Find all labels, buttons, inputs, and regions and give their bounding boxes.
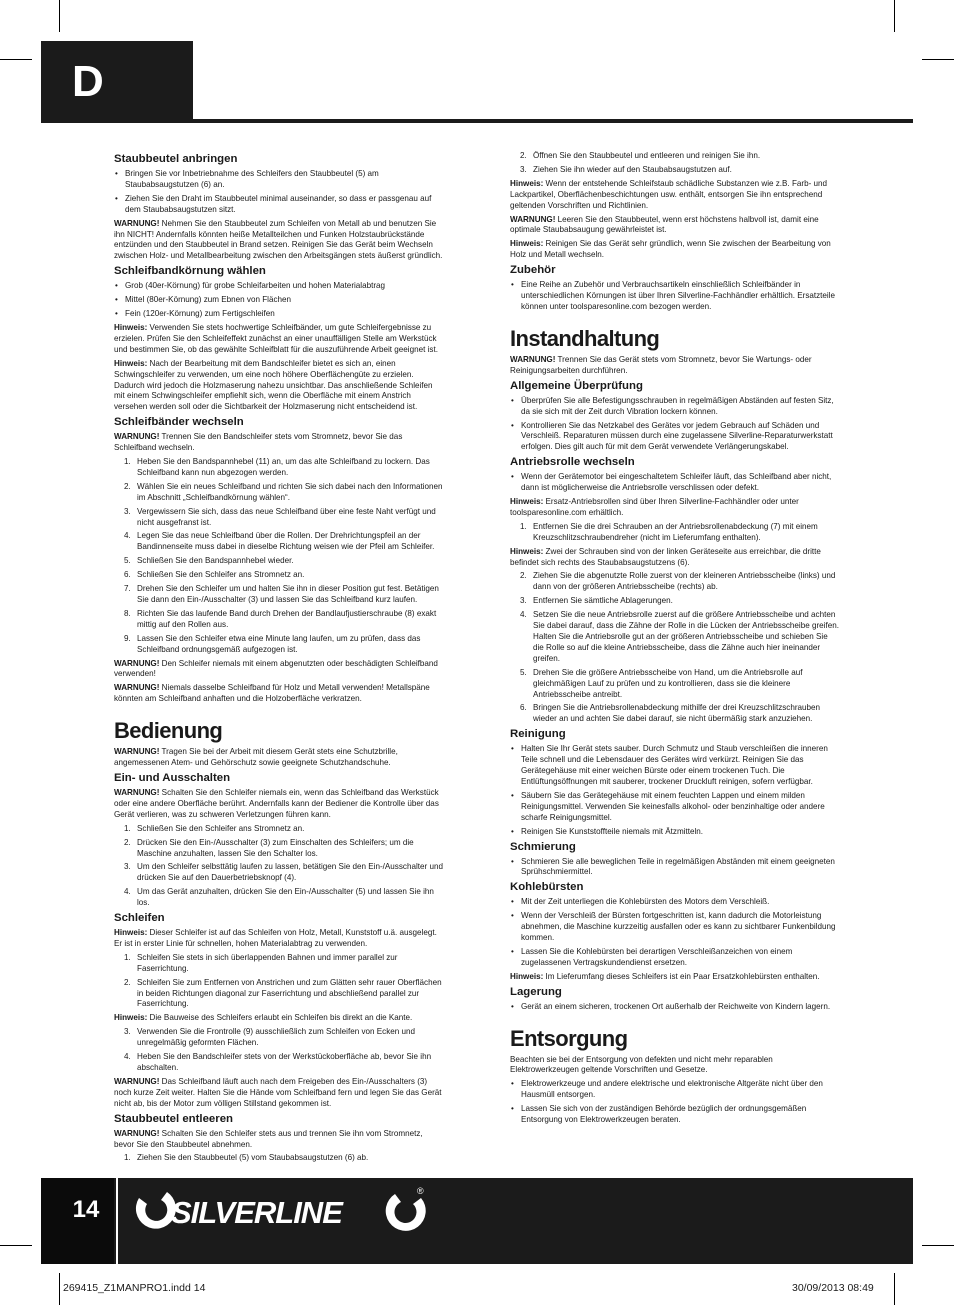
note-label: Hinweis: bbox=[510, 546, 544, 556]
numbered-list bbox=[510, 571, 840, 725]
note-label: Hinweis: bbox=[510, 497, 544, 507]
bullet-list bbox=[510, 897, 840, 968]
list-item: 1. Entfernen Sie die drei Schrauben an der Antriebsrollenabdeckung (7) mit einem Kreuzschlitzschraubendreher (nicht im Lieferumfang enthalten). bbox=[520, 521, 818, 542]
list-item: 4. Um das Gerät anzuhalten, drücken Sie den Ein-/Ausschalter (5) und lassen Sie ihn los. bbox=[124, 887, 434, 908]
list-item: 2. Schleifen Sie zum Entfernen von Anstrichen und zum Glätten sehr rauer Oberflächen in beiden Richtungen diagonal zur Faserrichtung und abschließend parallel zur Faserrichtung. bbox=[124, 977, 442, 1009]
section-title: Kohlebürsten bbox=[510, 881, 584, 894]
section-title: Schleifbänder wechseln bbox=[114, 416, 244, 429]
logo-left-hook bbox=[136, 1192, 176, 1229]
note-label: Hinweis: bbox=[114, 322, 148, 332]
section-title: Schleifen bbox=[114, 912, 165, 925]
warning-label: WARNUNG! bbox=[114, 1076, 160, 1086]
section-title: Allgemeine Überprüfung bbox=[510, 379, 643, 392]
note-label: Hinweis: bbox=[510, 971, 544, 981]
bullet-list bbox=[510, 744, 840, 837]
list-item: 1. Schließen Sie den Schleifer ans Stromnetz an. bbox=[124, 823, 305, 833]
note-paragraph: Hinweis: Nach der Bearbeitung mit dem Bandschleifer bietet es sich an, einen Schwingschleifer zu verwenden, um eine noch höhere Oberflächengüte zu erzielen. Dadurch wird jedoch die Holzmaserung nahezu unsichtbar. Das anschließende Schleifen mit einem Schwingschleifer empfiehlt sich, wenn die Oberfläche mit einem Anstrich versehen werden soll oder die Sichtbarkeit der Holzmaserung nicht entscheidend ist. bbox=[114, 358, 433, 412]
numbered-list bbox=[114, 1153, 444, 1164]
warning-paragraph: WARNUNG! Niemals dasselbe Schleifband für Holz und Metall verwenden! Metallspäne könnten am Schleifband anhaften und die Holzoberfläche verkratzen. bbox=[114, 683, 430, 704]
list-item: 6. Bringen Sie die Antriebsrollenabdeckung mithilfe der drei Kreuzschlitzschrauben wieder an und achten Sie dabei darauf, sie nicht übermäßig stark anzuziehen. bbox=[520, 703, 821, 724]
bullet-list bbox=[510, 1002, 840, 1013]
note-paragraph: Hinweis: Im Lieferumfang dieses Schleifers ist ein Paar Ersatzkohlebürsten enthalten. bbox=[510, 971, 820, 981]
header-rule bbox=[193, 119, 913, 123]
list-item: • Schmieren Sie alle beweglichen Teile in regelmäßigen Abständen mit einem geeigneten Sprühschmiermittel. bbox=[510, 857, 840, 879]
crop-mark bbox=[0, 59, 32, 60]
list-item: • Überprüfen Sie alle Befestigungsschrauben in regelmäßigen Abständen auf festen Sitz, da sie sich mit der Zeit durch Vibration lockern können. bbox=[510, 396, 840, 418]
section-title: Staubbeutel entleeren bbox=[114, 1112, 233, 1125]
footer-divider bbox=[116, 1178, 118, 1264]
warning-paragraph: WARNUNG! Trennen Sie das Gerät stets vom Stromnetz, bevor Sie Wartungs- oder Reinigungsarbeiten durchführen. bbox=[510, 354, 812, 375]
list-item: • Wenn der Gerätemotor bei eingeschaltetem Schleifer läuft, das Schleifband aber nicht, dann ist möglicherweise die Antriebsrolle verschlissen oder defekt. bbox=[510, 472, 840, 494]
bullet-list bbox=[510, 857, 840, 879]
warning-paragraph: WARNUNG! Den Schleifer niemals mit einem abgenutzten oder beschädigten Schleifband verwenden! bbox=[114, 658, 438, 679]
logo-right-hook bbox=[386, 1194, 426, 1231]
list-item: • Bringen Sie vor Inbetriebnahme des Schleifers den Staubbeutel (5) am Staubabsaugstutzen (6) an. bbox=[114, 169, 444, 191]
numbered-list bbox=[510, 522, 840, 544]
list-item: 4. Setzen Sie die neue Antriebsrolle zuerst auf die größere Antriebsscheibe und achten Sie dabei darauf, dass die Zähne der Rolle in die Lücken der Antriebsscheibe greifen. Halten Sie die Antriebsrolle gut an der größeren Antriebsscheibe und schieben Sie die Rolle so auf die kleine Antriebsscheibe, dass die Zähne auch hier ineinander greifen. bbox=[520, 610, 839, 663]
warning-paragraph: WARNUNG! Das Schleifband läuft auch nach dem Freigeben des Ein-/Ausschalters (3) noch kurze Zeit weiter. Halten Sie die Hände vom Schleifband fern und legen Sie das Gerät nicht ab, bis der Motor zum völligen Stillstand gekommen ist. bbox=[114, 1076, 442, 1108]
list-item: 3. Entfernen Sie sämtliche Ablagerungen. bbox=[520, 596, 673, 606]
warning-label: WARNUNG! bbox=[114, 683, 160, 693]
list-item: • Fein (120er-Körnung) zum Fertigschleifen bbox=[114, 309, 444, 320]
bullet-list bbox=[510, 472, 840, 494]
warning-paragraph: WARNUNG! Schalten Sie den Schleifer niemals ein, wenn das Schleifband das Werkstück oder eine andere Oberfläche berührt. Andernfalls kann der Bediener die Kontrolle über das Gerät verlieren, was zu schweren Verletzungen führen kann. bbox=[114, 787, 439, 819]
silverline-logo-graphic bbox=[133, 1184, 433, 1240]
crop-mark bbox=[59, 0, 60, 32]
section-title: Reinigung bbox=[510, 728, 566, 741]
list-item: • Reinigen Sie Kunststoffteile niemals mit Ätzmitteln. bbox=[510, 827, 840, 838]
page-number: 14 bbox=[72, 1196, 100, 1223]
warning-label: WARNUNG! bbox=[114, 218, 160, 228]
list-item: • Halten Sie Ihr Gerät stets sauber. Durch Schmutz und Staub verschleißen die inneren Teile schnell und die Lebensdauer des Gerätes wird verkürzt. Reinigen Sie das Gerätegehäuse mit einer weichen Bürste oder einem trockenen Tuch. Die Entlüftungsöffnungen mit sauberer, trockener Druckluft reinigen, sofern verfügbar. bbox=[510, 744, 840, 788]
section-title: Ein- und Ausschalten bbox=[114, 771, 231, 784]
numbered-list bbox=[114, 824, 444, 909]
list-item: • Wenn der Verschleiß der Bürsten fortgeschritten ist, kann dadurch die Motorleistung abnehmen, die Maschine kurzzeitig ausfallen oder es kann zu sichtbarer Funkenbildung kommen. bbox=[510, 911, 840, 944]
crop-mark bbox=[894, 1273, 895, 1305]
numbered-list bbox=[510, 151, 840, 176]
crop-mark bbox=[922, 59, 954, 60]
warning-label: WARNUNG! bbox=[114, 787, 160, 797]
note-paragraph: Hinweis: Ersatz-Antriebsrollen sind über Ihren Silverline-Fachhändler oder unter toolsparesonline.com erhältlich. bbox=[510, 497, 799, 517]
list-item: • Säubern Sie das Gerätegehäuse mit einem feuchten Lappen und einem milden Reinigungsmittel. Verwenden Sie keinesfalls alkohol- oder benzinhaltige oder andere scharfe Reinigungsmittel. bbox=[510, 791, 840, 824]
language-letter: D bbox=[72, 57, 104, 106]
warning-paragraph: WARNUNG! Leeren Sie den Staubbeutel, wenn erst höchstens halbvoll ist, damit eine optimale Staubabsaugung gewährleistet ist. bbox=[510, 214, 819, 235]
note-paragraph: Hinweis: Die Bauweise des Schleifers erlaubt ein Schleifen bis direkt an die Kante. bbox=[114, 1013, 413, 1023]
note-label: Hinweis: bbox=[114, 1013, 148, 1023]
list-item: • Kontrollieren Sie das Netzkabel des Gerätes vor jedem Gebrauch auf Schäden und Verschleiß. Reparaturen müssen durch eine zugelassene Silverline-Reparaturwerkstatt erfolgen. Dies gilt auch für mit dem Gerät verwendete Verlängerungskabel. bbox=[510, 421, 840, 454]
body-paragraph: Beachten sie bei der Entsorgung von defekten und nicht mehr reparablen Elektrowerkzeugen geltende Vorschriften und Gesetze. bbox=[510, 1054, 773, 1075]
note-label: Hinweis: bbox=[114, 358, 148, 368]
slug-timestamp: 30/09/2013 08:49 bbox=[792, 1282, 874, 1294]
section-title: Staubbeutel anbringen bbox=[114, 153, 238, 165]
warning-paragraph: WARNUNG! Schalten Sie den Schleifer stets aus und trennen Sie ihn vom Stromnetz, bevor Sie den Staubbeutel abnehmen. bbox=[114, 1128, 423, 1149]
crop-mark bbox=[0, 1245, 32, 1246]
list-item: 2. Ziehen Sie die abgenutzte Rolle zuerst von der kleineren Antriebsscheibe (links) und dann von der größeren Antriebsscheibe (rechts) ab. bbox=[520, 571, 836, 592]
bullet-list bbox=[510, 396, 840, 454]
list-item: • Eine Reihe an Zubehör und Verbrauchsartikeln einschließlich Schleifbänder in unterschiedlichen Körnungen ist über Ihren Silverline-Fachhändler erhältlich. Ersatzteile können unter toolsparesonline.com bezogen werden. bbox=[510, 280, 840, 313]
list-item: 4. Heben Sie den Bandschleifer stets von der Werkstückoberfläche ab, bevor Sie ihn abschalten. bbox=[124, 1052, 432, 1072]
right-column bbox=[510, 151, 840, 1129]
list-item: 1. Ziehen Sie den Staubbeutel (5) vom Staubabsaugstutzen (6) ab. bbox=[124, 1153, 369, 1163]
list-item: 8. Richten Sie das laufende Band durch Drehen der Bandlaufjustierschraube (8) exakt mittig auf den Rollen aus. bbox=[124, 608, 437, 629]
note-paragraph: Hinweis: Dieser Schleifer ist auf das Schleifen von Holz, Metall, Kunststoff u.ä. ausgelegt. Er ist in erster Linie für schnellen, hohen Materialabtrag zu verwenden. bbox=[114, 928, 437, 948]
bullet-list bbox=[114, 169, 444, 216]
warning-paragraph: WARNUNG! Tragen Sie bei der Arbeit mit diesem Gerät stets eine Schutzbrille, angemessenen Atem- und Gehörschutz sowie geeignete Schutzhandschuhe. bbox=[114, 747, 398, 768]
note-label: Hinweis: bbox=[510, 178, 544, 188]
list-item: • Gerät an einem sicheren, trockenen Ort außerhalb der Reichweite von Kindern lagern. bbox=[510, 1002, 840, 1013]
silverline-logo bbox=[133, 1184, 433, 1245]
list-item: 3. Verwenden Sie die Frontrolle (9) ausschließlich zum Schleifen von Ecken und unregelmäßig geformten Flächen. bbox=[124, 1027, 416, 1048]
left-column bbox=[114, 150, 444, 1167]
list-item: 3. Vergewissern Sie sich, dass das neue Schleifband über eine feste Naht verfügt und nicht ausgefranst ist. bbox=[124, 506, 436, 527]
note-label: Hinweis: bbox=[510, 239, 544, 249]
numbered-list bbox=[114, 457, 444, 656]
registered-mark: ® bbox=[417, 1186, 424, 1196]
section-title: Antriebsrolle wechseln bbox=[510, 456, 635, 469]
list-item: • Mit der Zeit unterliegen die Kohlebürsten des Motors dem Verschleiß. bbox=[510, 897, 840, 908]
list-item: 9. Lassen Sie den Schleifer etwa eine Minute lang laufen, um zu prüfen, dass das Schleifband ordnungsgemäß aufgezogen ist. bbox=[124, 633, 421, 654]
list-item: • Lassen Sie sich von der zuständigen Behörde bezüglich der ordnungsgemäßen Entsorgung von Elektrowerkzeugen beraten. bbox=[510, 1104, 840, 1126]
warning-label: WARNUNG! bbox=[114, 1128, 160, 1138]
list-item: • Mittel (80er-Körnung) zum Ebnen von Flächen bbox=[114, 295, 444, 306]
list-item: 6. Schließen Sie den Schleifer ans Stromnetz an. bbox=[124, 570, 305, 580]
bullet-list bbox=[510, 280, 840, 313]
note-paragraph: Hinweis: Zwei der Schrauben sind von der linken Geräteseite aus erreichbar, die dritte befindet sich rechts des Staubabsaugstutzens (6). bbox=[510, 546, 821, 567]
list-item: 2. Drücken Sie den Ein-/Ausschalter (3) zum Einschalten des Schleifers; um die Maschine anzuhalten, lassen Sie den Schalter los. bbox=[124, 837, 414, 858]
note-paragraph: Hinweis: Wenn der entstehende Schleifstaub schädliche Substanzen wie z.B. Farb- und Lackpartikel, Oberflächenbeschichtungen usw. enthält, entsorgen Sie ihn entsprechend geltenden Vorschriften und Richtlinien. bbox=[510, 178, 828, 210]
list-item: 3. Ziehen Sie ihn wieder auf den Staubabsaugstutzen auf. bbox=[520, 164, 732, 174]
section-title: Schleifbandkörnung wählen bbox=[114, 265, 266, 278]
list-item: • Grob (40er-Körnung) für grobe Schleifarbeiten und hohen Materialabtrag bbox=[114, 281, 444, 292]
list-item: • Lassen Sie die Kohlebürsten bei derartigen Verschleißanzeichen von einem zugelassenen Vertragskundendienst ersetzen. bbox=[510, 947, 840, 969]
logo-wordmark: SILVERLINE bbox=[171, 1195, 342, 1230]
list-item: 2. Öffnen Sie den Staubbeutel und entleeren und reinigen Sie ihn. bbox=[520, 151, 761, 160]
crop-mark bbox=[894, 0, 895, 32]
list-item: 2. Wählen Sie ein neues Schleifband und richten Sie sich dabei nach den Informationen im Abschnitt „Schleifbandkörnung wählen“. bbox=[124, 481, 443, 502]
section-title: Lagerung bbox=[510, 985, 562, 998]
warning-paragraph: WARNUNG! Nehmen Sie den Staubbeutel zum Schleifen von Metall ab und benutzen Sie ihn NICHT! Andernfalls könnten heiße Metallteilchen und Funken Holzstaubrückstände entzünden und den Staubbeutel in Brand setzen. Reinigen Sie das Gerät beim Wechseln zwischen Holz- und Metallbearbeitung zwischen den Arbeitsgängen stets äußerst gründlich. bbox=[114, 218, 443, 261]
warning-label: WARNUNG! bbox=[114, 432, 160, 442]
section-title: Zubehör bbox=[510, 264, 556, 277]
warning-label: WARNUNG! bbox=[114, 747, 160, 757]
note-paragraph: Hinweis: Verwenden Sie stets hochwertige Schleifbänder, um gute Schleifergebnisse zu erzielen. Prüfen Sie den Schleifeffekt zunächst an einer unauffälligen Stelle am Werkstück und bestimmen Sie, ob das gewählte Schleifblatt für die auszuführende Arbeit geeignet ist. bbox=[114, 322, 438, 354]
warning-label: WARNUNG! bbox=[510, 214, 556, 224]
note-paragraph: Hinweis: Reinigen Sie das Gerät sehr gründlich, wenn Sie zwischen der Bearbeitung von Holz und Metall wechseln. bbox=[510, 239, 831, 260]
list-item: 4. Legen Sie das neue Schleifband über die Rollen. Der Drehrichtungspfeil an der Bandinnenseite muss dabei in dieselbe Richtung weisen wie der Pfeil am Schleifer. bbox=[124, 531, 435, 552]
warning-paragraph: WARNUNG! Trennen Sie den Bandschleifer stets vom Stromnetz, bevor Sie das Schleifband wechseln. bbox=[114, 432, 403, 453]
section-title: Schmierung bbox=[510, 840, 576, 853]
numbered-list bbox=[114, 953, 444, 1011]
note-label: Hinweis: bbox=[114, 928, 148, 938]
chapter-title: Entsorgung bbox=[510, 1025, 628, 1051]
bullet-list bbox=[114, 281, 444, 320]
language-tab bbox=[41, 41, 193, 123]
chapter-title: Instandhaltung bbox=[510, 325, 660, 351]
list-item: 5. Schließen Sie den Bandspannhebel wieder. bbox=[124, 556, 294, 566]
list-item: 1. Heben Sie den Bandspannhebel (11) an, um das alte Schleifband zu lockern. Das Schleifband kann nun abgezogen werden. bbox=[124, 457, 430, 477]
chapter-title: Bedienung bbox=[114, 718, 223, 744]
warning-label: WARNUNG! bbox=[510, 354, 556, 364]
list-item: 7. Drehen Sie den Schleifer um und halten Sie ihn in dieser Position gut fest. Betätigen Sie dann den Ein-/Ausschalter (3) und lassen Sie das Schleifband kurz laufen. bbox=[124, 584, 439, 604]
crop-mark bbox=[59, 1273, 60, 1305]
list-item: • Elektrowerkzeuge und andere elektrische und elektronische Altgeräte nicht über den Hausmüll entsorgen. bbox=[510, 1079, 840, 1101]
list-item: • Ziehen Sie den Draht im Staubbeutel minimal auseinander, so dass er passgenau auf dem Staubabsaugstutzen sitzt. bbox=[114, 194, 444, 216]
crop-mark bbox=[922, 1245, 954, 1246]
warning-label: WARNUNG! bbox=[114, 658, 160, 668]
slug-filename: 269415_Z1MANPRO1.indd 14 bbox=[63, 1282, 206, 1294]
bullet-list bbox=[510, 1079, 840, 1126]
list-item: 3. Um den Schleifer selbsttätig laufen zu lassen, betätigen Sie den Ein-/Ausschalter und drücken Sie auf den Dauerbetriebsknopf (4). bbox=[124, 862, 443, 883]
list-item: 5. Drehen Sie die größere Antriebsscheibe von Hand, um die Antriebsrolle auf gleichmäßigen Lauf zu prüfen und zu kontrollieren, dass sie die kleinere Antriebsscheibe antreibt. bbox=[520, 667, 803, 699]
numbered-list bbox=[114, 1027, 444, 1074]
list-item: 1. Schleifen Sie stets in sich überlappenden Bahnen und immer parallel zur Faserrichtung. bbox=[124, 952, 398, 973]
